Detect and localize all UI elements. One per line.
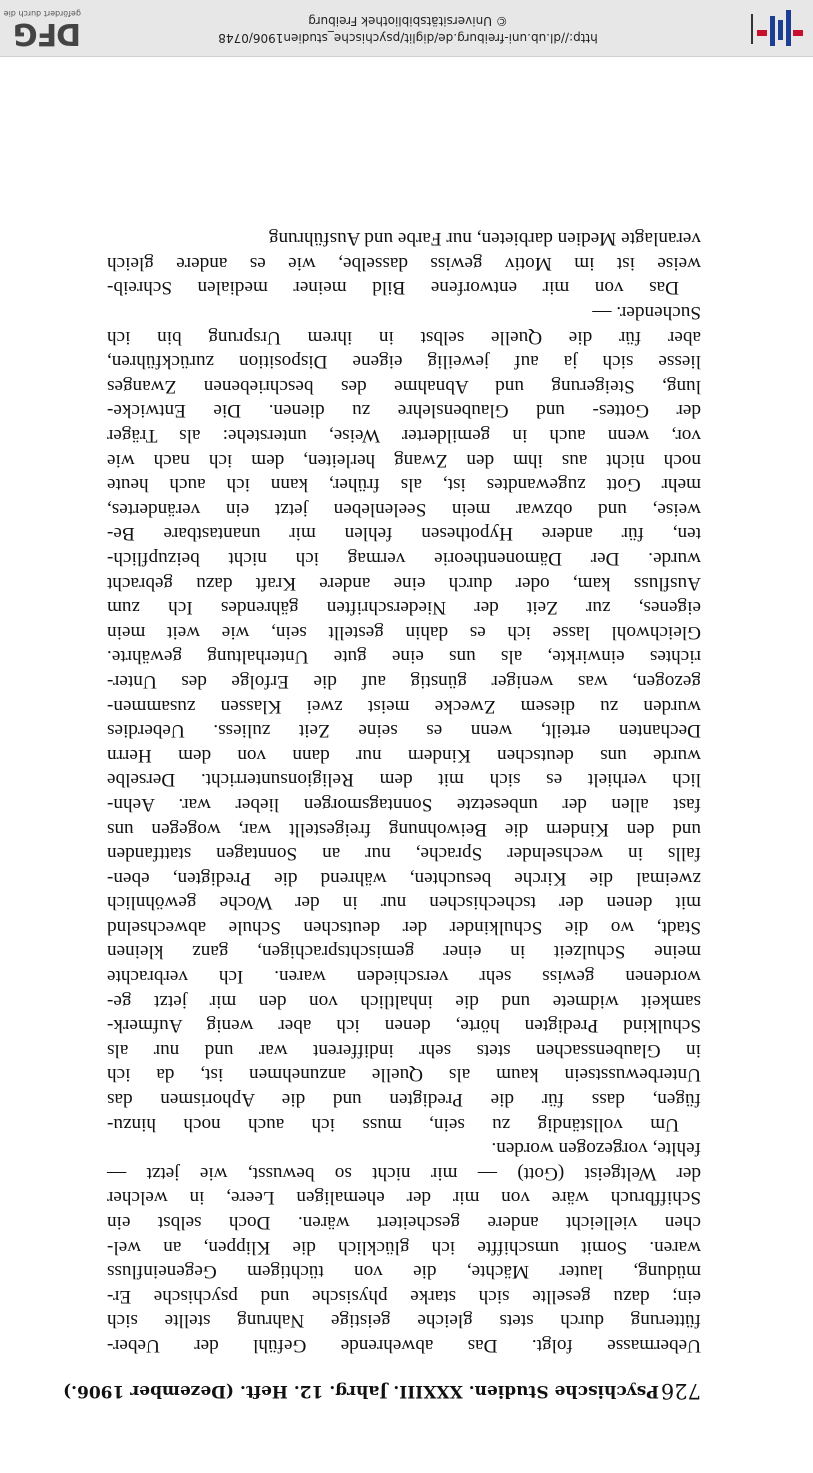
text-line: und den Kindern die Beiwohnung freigestellt war, wogegen uns: [107, 818, 701, 840]
text-line: samkeit widmete und die inhaltlich von den mir jetzt ge-: [107, 990, 701, 1012]
text-line: noch nicht aus ihm den Zwang herleiten, dem ich nach wie: [107, 449, 701, 471]
text-line: zweimal die Kirche besuchten, während die Predigten, eben-: [107, 867, 701, 889]
text-line: Schiffbruch wäre von mir der ehemaligen Leere, in welcher: [107, 1187, 701, 1209]
text-line: wordenen gewiss sehr verschieden waren. Ich verbrachte: [107, 966, 701, 988]
university-logo-icon: [747, 6, 807, 50]
text-line: der Gottes- und Glaubenslehre zu dienen. Die Entwicke-: [107, 400, 701, 422]
text-line: richtes einwirkte, als uns eine gute Unterhaltung gewährte.: [107, 646, 701, 668]
text-line: waren. Somit umschiffte ich glücklich die Klippen, an wel-: [107, 1236, 701, 1258]
text-line: Uebermasse folgt. Das abwehrende Gefühl der Ueber-: [107, 1335, 701, 1356]
text-line: lich verhielt es sich mit dem Religionsunterricht. Derselbe: [107, 769, 701, 791]
text-line: wurde. Der Dämonentheorie vermag ich nicht beizupflich-: [107, 548, 701, 569]
text-line: fütterung durch stets gleiche geistige Nahrung stellte sich: [107, 1310, 701, 1332]
text-line: falls in wechselnder Sprache, nur an Sonntagen stattfanden: [107, 843, 701, 865]
text-line: Schulkind Predigten hörte, denen ich aber wenig Aufmerk-: [107, 1015, 701, 1037]
text-line: gezogen, was weniger günstig auf die Erfolge des Unter-: [107, 670, 701, 692]
text-line: chen vielleicht andere gescheitert wären. Doch selbst ein: [107, 1212, 701, 1234]
text-line: Suchender. —: [592, 302, 701, 324]
dfg-subtitle: gefördert durch die: [3, 9, 81, 18]
text-line: veranlagte Medien darbieten, nur Farbe und Ausführung: [268, 228, 701, 250]
page-number: 726: [660, 1379, 701, 1403]
text-line: fügen, dass für die Predigten und die Aphorismen das: [107, 1089, 701, 1111]
body-text: [107, 226, 701, 1357]
text-line: weise ist im Motiv gewiss dasselbe, wie es andere gleich: [107, 252, 701, 274]
text-line: meine Schulzeit in einer gemischtsprachigen, ganz kleinen: [107, 941, 701, 963]
text-line: weise, und obzwar mein Seelenleben jetzt ein verändertes,: [107, 498, 701, 520]
book-page: [63, 226, 701, 1403]
text-line: liesse sich ja auf jeweilig eigene Disposition zurückführen,: [107, 351, 701, 373]
dfg-logo-icon: [3, 8, 81, 51]
text-line: fehlte, vorgezogen worden.: [491, 1138, 701, 1160]
text-line: Ausfluss kam, oder durch eine andere Kraft dazu gebracht: [107, 572, 701, 594]
text-line: ein; dazu gesellte sich starke physische und psychische Er-: [107, 1285, 701, 1307]
text-line: vor, wenn auch in gemilderter Weise, unterstehe: als Träger: [107, 425, 701, 447]
text-line: Unterbewusstsein kaum als Quelle anzunehmen ist, da ich: [107, 1064, 701, 1086]
text-line: aber für die Quelle selbst in ihrem Ursprung bin ich: [107, 326, 701, 348]
running-head: Psychische Studien. XXXIII. Jahrg. 12. Heft. (Dezember 1906.): [63, 1381, 659, 1401]
text-line: Stadt, wo die Schulkinder der deutschen Schule abwechselnd: [107, 916, 701, 938]
text-line: Um vollständig zu sein, muss ich auch noch hinzu-: [107, 1113, 679, 1135]
footer-url[interactable]: http://dl.ub.uni-freiburg.de/diglit/psychische_studien1906/0748: [218, 31, 598, 45]
text-line: Das von mir entworfene Bild meiner medialen Schreib-: [107, 277, 679, 299]
text-line: mit denen der tschechischen nur in der Woche gewöhnlich: [107, 892, 701, 914]
text-line: in Glaubenssachen stets sehr indifferent war und nur als: [107, 1039, 701, 1061]
text-line: müdung, lauter Mächte, die von tüchtigem Gegeneinfluss: [107, 1261, 701, 1283]
text-line: eigenes, zur Zeit der Niederschriften gährendes Ich zum: [107, 597, 701, 619]
dfg-logo-text: DFG: [13, 16, 81, 51]
text-line: ten, für andere Hypothesen fehlen mir unantastbare Be-: [107, 523, 701, 545]
text-line: mehr Gott zugewandtes ist, als früher, kann ich auch heute: [107, 474, 701, 496]
text-line: der Weltgeist (Gott) — mir nicht so bewusst, wie jetzt —: [107, 1162, 701, 1184]
text-line: fast allen der unbesetzte Sonntagsmorgen lieber war. Aehn-: [107, 793, 701, 815]
text-line: Gleichwohl lasse ich es dahin gestellt sein, wie weit mein: [107, 621, 701, 643]
text-line: Dechanten erteilt, wenn es seine Zeit zuliess. Ueberdies: [107, 720, 701, 742]
footer-bar: [0, 0, 813, 57]
footer-copyright: © Universitätsbibliothek Freiburg: [308, 14, 508, 28]
page-header: [63, 1375, 701, 1403]
text-line: lung, Steigerung und Abnahme des beschriebenen Zwanges: [107, 375, 701, 397]
text-line: wurden zu diesem Zwecke meist zwei Klassen zusammen-: [107, 695, 701, 717]
text-line: wurde uns deutschen Kindern nur dann von dem Herrn: [107, 744, 701, 766]
footer-info: [153, 12, 663, 46]
